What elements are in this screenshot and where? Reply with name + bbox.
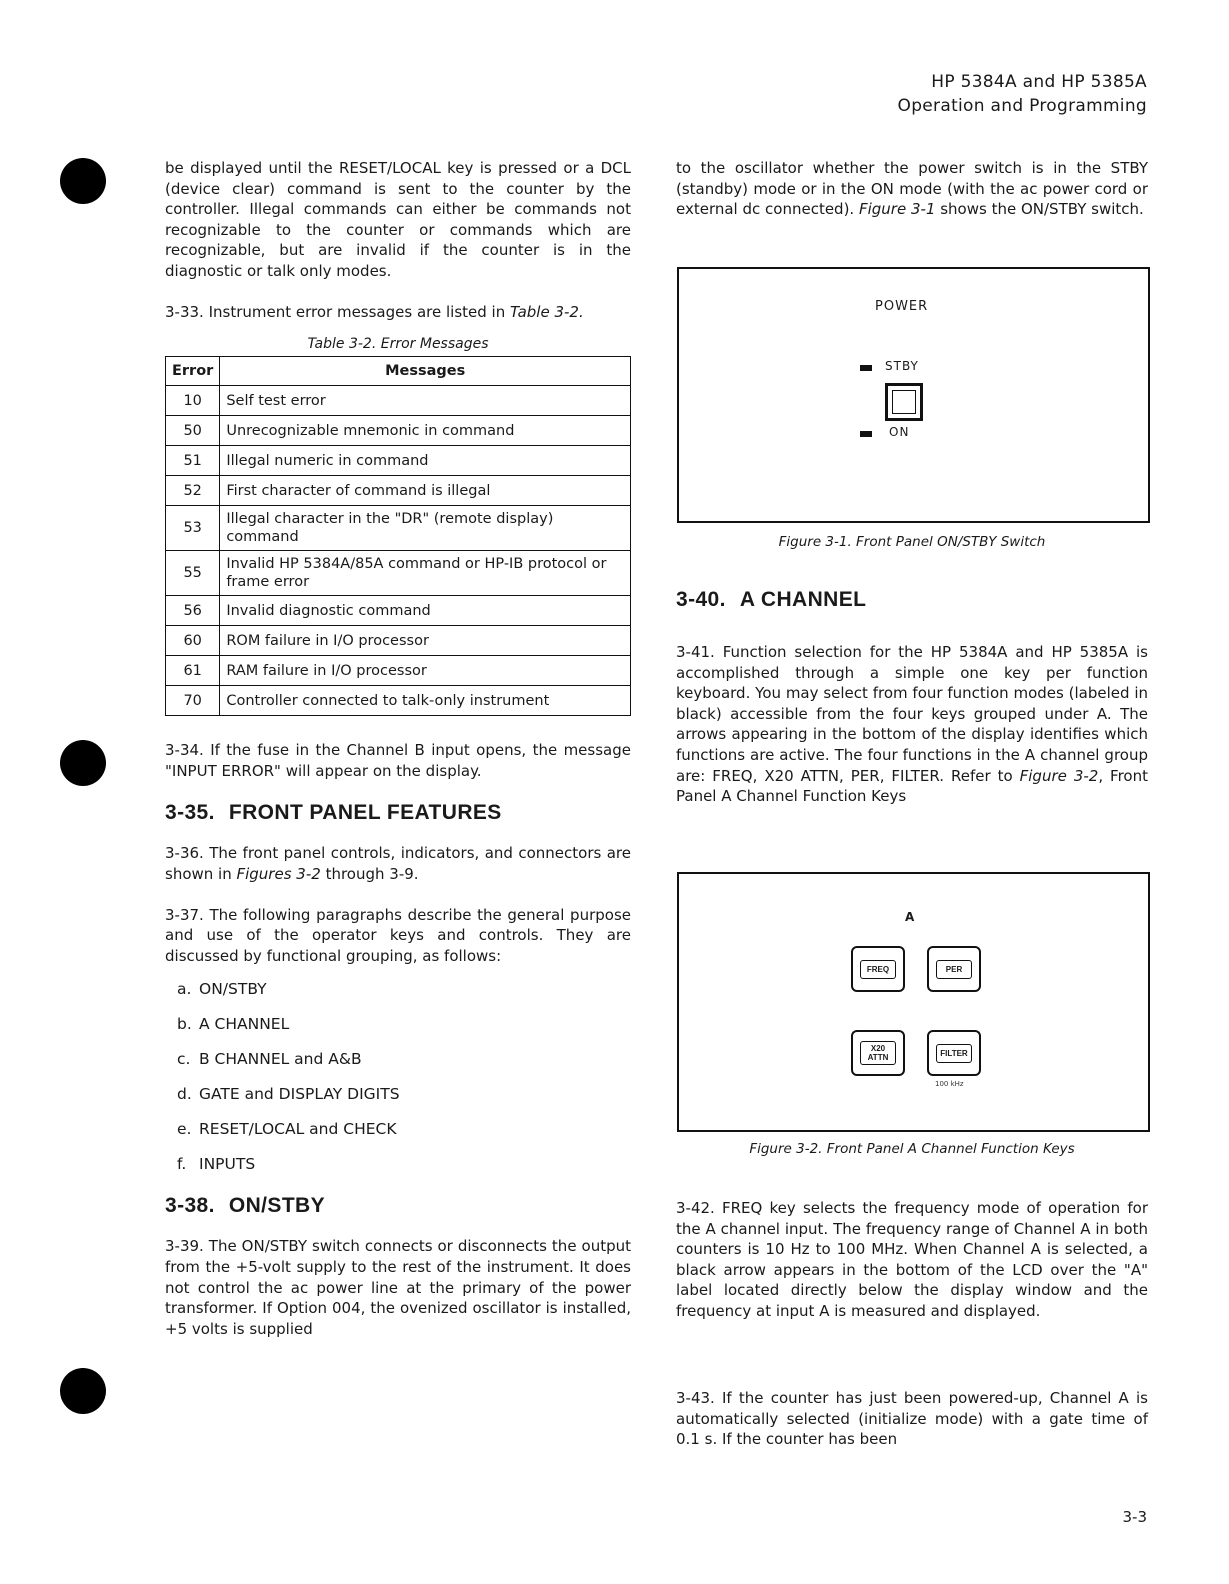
section-heading-3-35 bbox=[165, 801, 631, 825]
error-code-cell: 61 bbox=[166, 656, 220, 686]
list-item-letter: a. bbox=[177, 980, 192, 999]
right-column-top bbox=[676, 158, 1148, 220]
section-title: ON/STBY bbox=[228, 1194, 326, 1218]
table-row bbox=[166, 416, 631, 446]
error-message-cell: Invalid diagnostic command bbox=[220, 596, 631, 626]
on-indicator-mark bbox=[860, 431, 872, 437]
paragraph-3-41-text: 3-41. Function selection for the HP 5384A and HP 5385A is accomplished through a simple one key per function keyboard. You may select from four function modes (labeled in black) accessible from the four keys grouped under A. The arrows appearing in the bottom of the display identifies which functions are active. The four functions in the A channel group are: FREQ, X20 ATTN, PER, FILTER. Refer to bbox=[676, 643, 1148, 785]
column-header-messages: Messages bbox=[220, 357, 631, 386]
paragraph-3-39-continued-text: to the oscillator whether the power switch is in the STBY (standby) mode or in the ON mode (with the ac power cord or external dc connected). bbox=[676, 159, 1148, 219]
error-code-cell: 52 bbox=[166, 476, 220, 506]
page-number: 3-3 bbox=[1122, 1508, 1147, 1526]
list-item bbox=[165, 1147, 631, 1182]
list-item bbox=[165, 1112, 631, 1147]
section-number: 3-38. bbox=[165, 1194, 215, 1218]
paragraph-3-43: 3-43. If the counter has just been powered-up, Channel A is automatically selected (initialize mode) with a gate time of 0.1 s. If the counter has been bbox=[676, 1389, 1148, 1449]
error-message-cell: Unrecognizable mnemonic in command bbox=[220, 416, 631, 446]
list-item bbox=[165, 1042, 631, 1077]
binder-hole-top bbox=[60, 158, 106, 204]
figure-3-1-reference-link[interactable]: Figure 3-1 bbox=[858, 200, 936, 219]
figure-3-2-a-channel-keys bbox=[677, 872, 1150, 1132]
table-row bbox=[166, 476, 631, 506]
freq-key-label: FREQ bbox=[860, 960, 896, 979]
error-code-cell: 10 bbox=[166, 386, 220, 416]
list-item-letter: c. bbox=[177, 1050, 191, 1069]
error-message-cell: RAM failure in I/O processor bbox=[220, 656, 631, 686]
list-item bbox=[165, 972, 631, 1007]
paragraph-3-41 bbox=[676, 642, 1148, 807]
error-code-cell: 51 bbox=[166, 446, 220, 476]
list-item bbox=[165, 1077, 631, 1112]
table-row bbox=[166, 551, 631, 596]
switch-inner-face bbox=[892, 390, 916, 414]
figures-reference-link[interactable]: Figures 3-2 bbox=[236, 864, 321, 883]
section-title: FRONT PANEL FEATURES bbox=[228, 801, 502, 825]
stby-label: STBY bbox=[885, 359, 919, 373]
list-item-letter: e. bbox=[177, 1120, 192, 1139]
onstby-switch-button[interactable] bbox=[885, 383, 923, 421]
figure-3-2-reference-link[interactable]: Figure 3-2 bbox=[1019, 766, 1099, 785]
error-code-cell: 53 bbox=[166, 506, 220, 551]
on-label: ON bbox=[889, 425, 910, 439]
running-header-subtitle: Operation and Programming bbox=[897, 96, 1147, 116]
section-title: A CHANNEL bbox=[739, 588, 867, 611]
table-row bbox=[166, 596, 631, 626]
table-reference-link[interactable]: Table 3-2. bbox=[509, 302, 584, 321]
error-message-cell: First character of command is illegal bbox=[220, 476, 631, 506]
x20-label: X20 bbox=[870, 1044, 886, 1053]
attn-label: ATTN bbox=[867, 1053, 889, 1062]
figure-3-1-caption: Figure 3-1. Front Panel ON/STBY Switch bbox=[778, 534, 1046, 550]
table-row bbox=[166, 626, 631, 656]
per-key[interactable] bbox=[927, 946, 981, 992]
x20-attn-key-face bbox=[860, 1041, 896, 1065]
paragraph-3-39-continued-end: shows the ON/STBY switch. bbox=[935, 200, 1144, 219]
table-caption: Table 3-2. Error Messages bbox=[307, 336, 489, 353]
list-item-letter: b. bbox=[177, 1015, 192, 1034]
error-message-cell: Invalid HP 5384A/85A command or HP-IB protocol or frame error bbox=[220, 551, 631, 596]
binder-hole-bottom bbox=[60, 1368, 106, 1414]
section-number: 3-40. bbox=[676, 588, 726, 611]
error-messages-table bbox=[165, 356, 631, 716]
per-key-label: PER bbox=[936, 960, 972, 979]
error-message-cell: Self test error bbox=[220, 386, 631, 416]
paragraph-3-36-text: 3-36. The front panel controls, indicators, and connectors are shown in bbox=[165, 844, 631, 883]
list-item-letter: d. bbox=[177, 1085, 192, 1104]
left-column bbox=[165, 158, 631, 1339]
error-message-cell: Controller connected to talk-only instrument bbox=[220, 686, 631, 716]
paragraph-3-42: 3-42. FREQ key selects the frequency mode of operation for the A channel input. The frequency range of Channel A in both counters is 10 Hz to 100 MHz. When Channel A is selected, a black arrow appears in the bottom of the LCD over the "A" label located directly below the display window and the frequency at input A is measured and displayed. bbox=[676, 1199, 1148, 1320]
error-message-cell: Illegal character in the "DR" (remote display) command bbox=[220, 506, 631, 551]
table-row bbox=[166, 656, 631, 686]
error-code-cell: 50 bbox=[166, 416, 220, 446]
x20-attn-key[interactable] bbox=[851, 1030, 905, 1076]
table-row bbox=[166, 686, 631, 716]
paragraph-intro: be displayed until the RESET/LOCAL key is pressed or a DCL (device clear) command is sent to the counter by the controller. Illegal commands can either be commands not recognizable to the counter or commands which are recognizable, but are invalid if the counter is in the diagnostic or talk only modes. bbox=[165, 159, 631, 280]
paragraph-3-33-text: 3-33. Instrument error messages are listed in bbox=[165, 302, 510, 321]
filter-key-label: FILTER bbox=[936, 1044, 972, 1063]
section-heading-3-40 bbox=[676, 588, 866, 612]
binder-hole-middle bbox=[60, 740, 106, 786]
power-label: POWER bbox=[875, 299, 929, 314]
list-item-letter: f. bbox=[177, 1155, 187, 1174]
paragraph-3-33 bbox=[165, 302, 631, 323]
paragraph-3-41-end: , Front Panel A Channel Function Keys bbox=[676, 766, 1148, 806]
section-number: 3-35. bbox=[165, 801, 215, 825]
table-header-row bbox=[166, 357, 631, 386]
list-item-text: A CHANNEL bbox=[199, 1015, 290, 1034]
paragraph-3-37: 3-37. The following paragraphs describe the general purpose and use of the operator keys and controls. They are discussed by functional grouping, as follows: bbox=[165, 905, 631, 965]
functional-grouping-list bbox=[165, 972, 631, 1182]
error-message-cell: ROM failure in I/O processor bbox=[220, 626, 631, 656]
list-item-text: INPUTS bbox=[199, 1155, 256, 1174]
error-message-cell: Illegal numeric in command bbox=[220, 446, 631, 476]
stby-indicator-mark bbox=[860, 365, 872, 371]
section-heading-3-38 bbox=[165, 1194, 631, 1218]
list-item-text: GATE and DISPLAY DIGITS bbox=[199, 1085, 400, 1104]
error-code-cell: 56 bbox=[166, 596, 220, 626]
filter-key[interactable] bbox=[927, 1030, 981, 1076]
column-header-error: Error bbox=[166, 357, 220, 386]
filter-sublabel: 100 kHz bbox=[935, 1080, 964, 1088]
channel-a-label: A bbox=[905, 910, 915, 924]
freq-key[interactable] bbox=[851, 946, 905, 992]
figure-3-2-caption: Figure 3-2. Front Panel A Channel Function Keys bbox=[749, 1141, 1075, 1157]
table-row bbox=[166, 446, 631, 476]
list-item-text: RESET/LOCAL and CHECK bbox=[199, 1120, 397, 1139]
list-item-text: ON/STBY bbox=[199, 980, 267, 999]
paragraph-3-39: 3-39. The ON/STBY switch connects or disconnects the output from the +5-volt supply to the rest of the instrument. It does not control the ac power line at the primary of the power transformer. If Option 004, the ovenized oscillator is installed, +5 volts is supplied bbox=[165, 1237, 631, 1338]
paragraph-3-36 bbox=[165, 843, 631, 884]
figure-3-1-onstby-switch bbox=[677, 267, 1150, 523]
paragraph-3-39-continued bbox=[676, 158, 1148, 220]
list-item-text: B CHANNEL and A&B bbox=[199, 1050, 362, 1069]
error-code-cell: 60 bbox=[166, 626, 220, 656]
error-code-cell: 70 bbox=[166, 686, 220, 716]
table-row bbox=[166, 386, 631, 416]
paragraph-3-36-text-end: through 3-9. bbox=[320, 864, 419, 883]
list-item bbox=[165, 1007, 631, 1042]
table-row bbox=[166, 506, 631, 551]
error-code-cell: 55 bbox=[166, 551, 220, 596]
paragraph-3-34: 3-34. If the fuse in the Channel B input opens, the message "INPUT ERROR" will appear on the display. bbox=[165, 741, 631, 780]
running-header-title: HP 5384A and HP 5385A bbox=[931, 72, 1147, 92]
